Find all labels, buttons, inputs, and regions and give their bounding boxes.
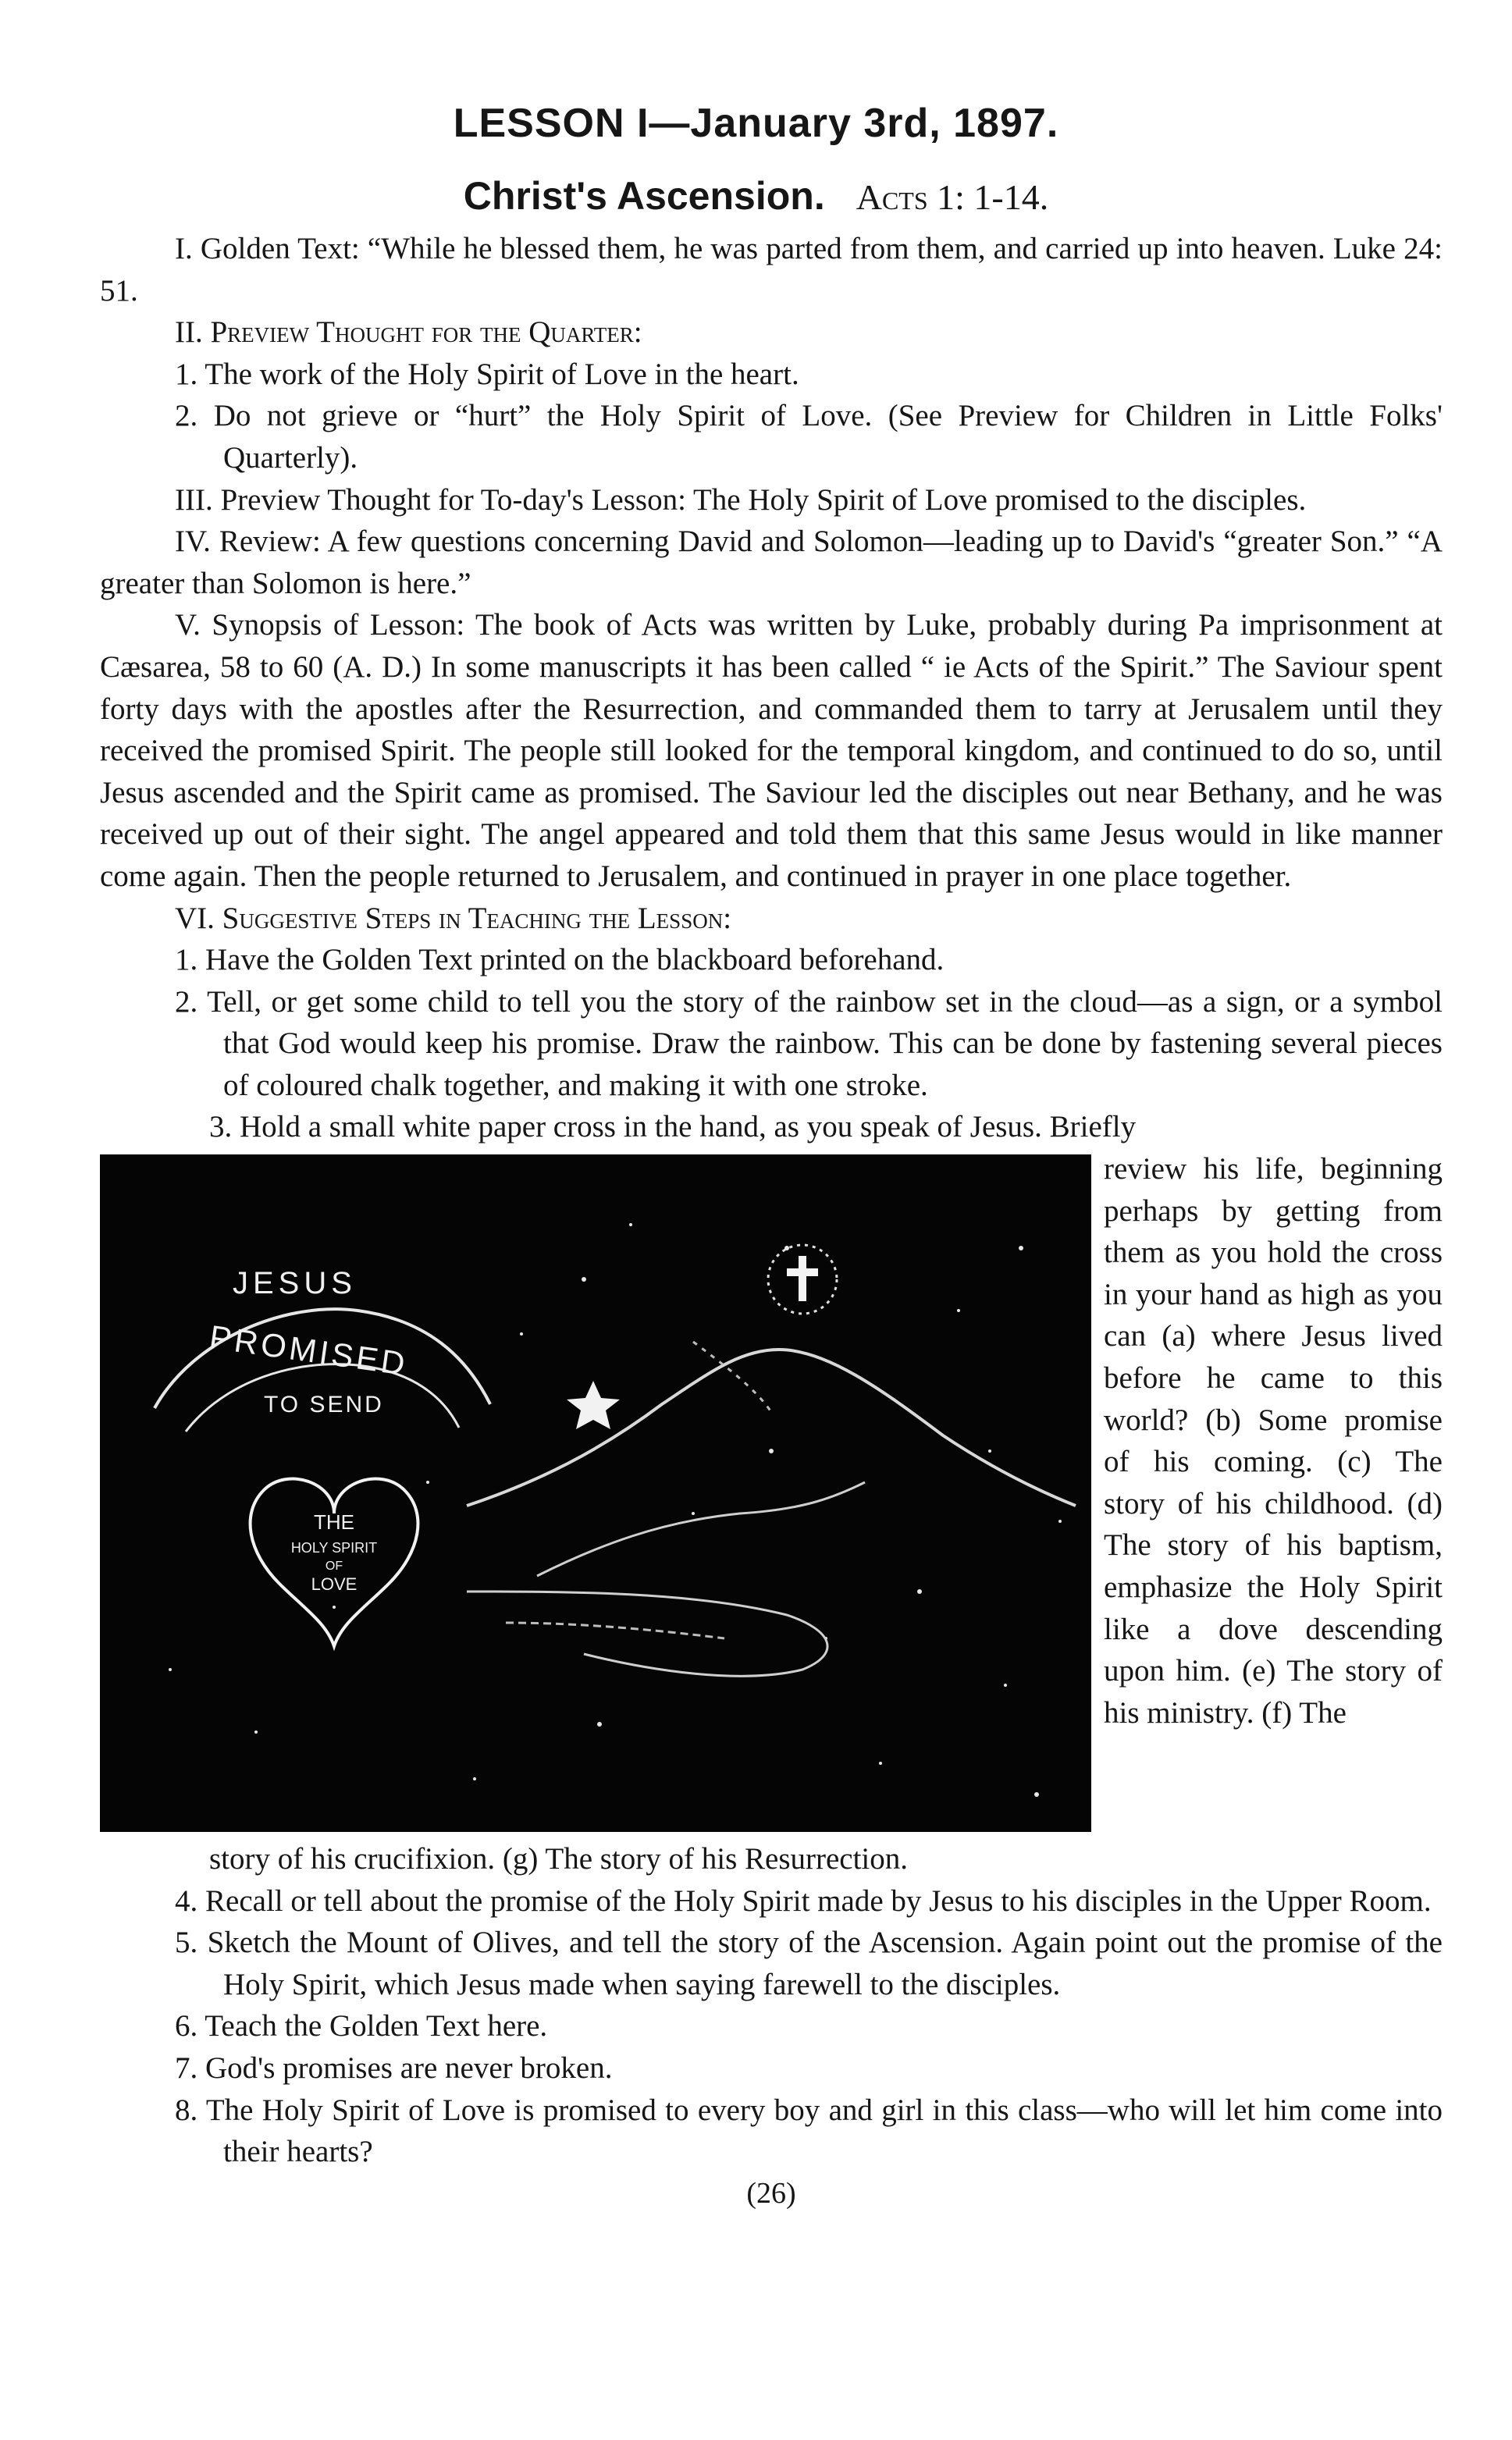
lesson-subheading — [0, 173, 1512, 219]
heart-line-2: HOLY SPIRIT — [290, 1540, 378, 1556]
promised-label: PROMISED — [207, 1318, 411, 1383]
blackboard-drawing — [100, 1154, 1091, 1832]
step-6: 6. Teach the Golden Text here. — [175, 2009, 548, 2043]
scripture-reference: Acts 1: 1-14. — [856, 177, 1049, 217]
step-5: 5. Sketch the Mount of Olives, and tell the story of the Ascension. Again point out the promise of the Holy Spirit, which Jesus made when saying farewell to the disciples. — [175, 1926, 1443, 2001]
step-3-start: 3. Hold a small white paper cross in the hand, as you speak of Jesus. Briefly — [209, 1110, 1137, 1144]
preview-today: III. Preview Thought for To-day's Lesson: The Holy Spirit of Love promised to the disciples. — [175, 482, 1307, 517]
review: IV. Review: A few questions concerning David and Solomon—leading up to David's “greater Son.” “A greater than Solomon is here.” — [100, 525, 1443, 600]
jesus-label: JESUS — [233, 1266, 357, 1301]
to-send-label: TO SEND — [264, 1392, 384, 1418]
step-2: 2. Tell, or get some child to tell you the story of the rainbow set in the cloud—as a sign, or a symbol that God would keep his promise. Draw the rainbow. This can be done by fastening several pieces of coloured chalk together, and making it with one stroke. — [175, 984, 1443, 1102]
steps-heading: VI. Suggestive Steps in Teaching the Lesson: — [175, 901, 732, 935]
heart-line-3: OF — [325, 1560, 343, 1574]
heart-line-1: THE — [314, 1510, 354, 1535]
step-3-end: story of his crucifixion. (g) The story of his Resurrection. — [209, 1842, 909, 1876]
blackboard-illustration — [100, 1154, 1091, 1832]
preview-quarter-item-2: 2. Do not grieve or “hurt” the Holy Spirit of Love. (See Preview for Children in Little Folks' Quarterly). — [175, 399, 1443, 475]
preview-quarter-item-1: 1. The work of the Holy Spirit of Love in the heart. — [175, 357, 799, 391]
illustration-zone — [100, 1148, 1443, 1838]
lesson-heading: LESSON I—January 3rd, 1897. — [453, 101, 1059, 146]
lesson-title: Christ's Ascension. — [463, 174, 825, 218]
golden-text: I. Golden Text: “While he blessed them, he was parted from them, and carried up into heaven. Luke 24: 51. — [100, 232, 1443, 308]
step-1: 1. Have the Golden Text printed on the blackboard beforehand. — [175, 943, 945, 977]
step-7: 7. God's promises are never broken. — [175, 2051, 613, 2086]
step-4: 4. Recall or tell about the promise of the Holy Spirit made by Jesus to his disciples in the Upper Room. — [175, 1883, 1432, 1918]
wrapped-text-column — [1104, 1148, 1443, 1734]
step-8: 8. The Holy Spirit of Love is promised to every boy and girl in this class—who will let him come into their hearts? — [175, 2093, 1443, 2169]
page-number: (26) — [746, 2176, 796, 2210]
heart-line-4: LOVE — [311, 1574, 358, 1595]
step-3-wrap: review his life, beginning perhaps by getting from them as you hold the cross in your hand as high as you can (a) where Jesus lived before he came to this world? (b) Some promise of his coming. (c) The story of his childhood. (d) The story of his baptism, emphasize the Holy Spirit like a dove descending upon him. (e) The story of his ministry. (f) The — [1104, 1152, 1443, 1730]
preview-quarter-heading: II. Preview Thought for the Quarter: — [175, 315, 642, 350]
cross-icon — [799, 1256, 806, 1301]
synopsis: V. Synopsis of Lesson: The book of Acts was written by Luke, probably during Pa imprisonment at Cæsarea, 58 to 60 (A. D.) In some manuscripts it has been called “ ie Acts of the Spirit.” The Saviour spent forty days with the apostles after the Resurrection, and commanded them to tarry at Jerusalem until they received the promised Spirit. The people still looked for the temporal kingdom, and continued to do so, until Jesus ascended and the Spirit came as promised. The Saviour led the disciples out near Bethany, and he was received up out of their sight. The angel appeared and told them that this same Jesus would in like manner come again. Then the people returned to Jerusalem, and continued in prayer in one place together. — [100, 608, 1443, 893]
lesson-body — [100, 228, 1443, 2214]
